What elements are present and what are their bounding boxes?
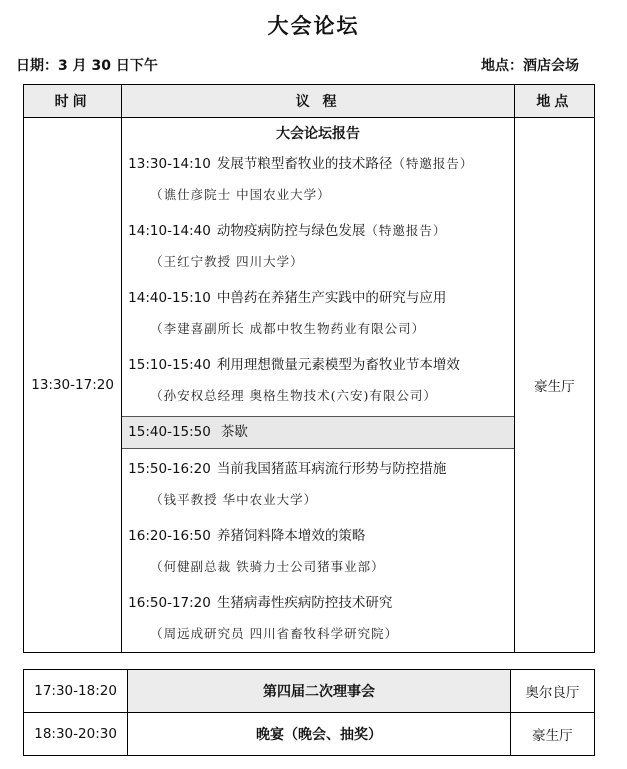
event-location: 豪生厅	[510, 713, 594, 756]
talk-topic: 发展节粮型畜牧业的技术路径	[216, 156, 393, 172]
event-name: 晚宴（晚会、抽奖）	[128, 713, 511, 756]
break-time: 15:40-15:50	[128, 424, 211, 440]
talk-item	[122, 518, 514, 585]
talk-speaker: （孙安权总经理 奥格生物技术(六安)有限公司）	[150, 388, 437, 403]
talk-speaker: （李建喜副所长 成都中牧生物药业有限公司）	[150, 321, 426, 336]
talk-item	[122, 585, 514, 652]
talk-topic: 生猪病毒性疾病防控技术研究	[216, 595, 393, 611]
event-row	[24, 670, 595, 713]
event-time: 18:30-20:30	[24, 713, 128, 756]
talk-time: 13:30-14:10	[128, 156, 211, 172]
talk-line	[128, 286, 446, 306]
talk-item	[122, 347, 514, 414]
talk-line	[128, 152, 473, 172]
talk-item	[122, 451, 514, 518]
talk-speaker: （何健副总裁 铁骑力士公司猪事业部）	[150, 559, 385, 574]
talk-line	[128, 591, 392, 611]
talk-time: 14:10-14:40	[128, 223, 211, 239]
event-name: 第四届二次理事会	[128, 670, 511, 713]
talk-time: 14:40-15:10	[128, 290, 211, 306]
talk-tag: （特邀报告）	[365, 223, 447, 238]
talk-item	[122, 213, 514, 280]
talk-line	[128, 353, 460, 373]
talk-topic: 养猪饲料降本增效的策略	[216, 528, 366, 544]
talk-line	[128, 524, 365, 544]
session-agenda	[122, 118, 515, 653]
talk-list-after-break	[122, 451, 514, 652]
venue-label: 地点：酒店会场	[481, 58, 579, 74]
events-table	[23, 669, 595, 756]
header-agenda: 议 程	[122, 85, 515, 118]
talk-list-before-break	[122, 146, 514, 414]
talk-topic: 利用理想微量元素模型为畜牧业节本增效	[216, 357, 460, 373]
break-label: 茶歇	[220, 424, 248, 440]
talk-speaker: （谯仕彦院士 中国农业大学）	[150, 187, 331, 202]
date-label: 日期：3 月 30 日下午	[16, 58, 158, 74]
talk-time: 16:20-16:50	[128, 528, 211, 544]
talk-topic: 当前我国猪蓝耳病流行形势与防控措施	[216, 461, 447, 477]
table-header-row	[24, 85, 595, 118]
talk-time: 15:50-16:20	[128, 461, 211, 477]
header-location: 地点	[514, 85, 594, 118]
talk-speaker: （钱平教授 华中农业大学）	[150, 492, 318, 507]
talk-time: 16:50-17:20	[128, 595, 211, 611]
session-location: 豪生厅	[514, 118, 594, 653]
session-title: 大会论坛报告	[276, 126, 361, 142]
header-time: 时间	[24, 85, 122, 118]
session-time: 13:30-17:20	[24, 118, 122, 653]
page-title: 大会论坛	[267, 14, 360, 38]
talk-tag: （特邀报告）	[392, 156, 474, 171]
event-location: 奥尔良厅	[510, 670, 594, 713]
tea-break-row	[122, 416, 514, 449]
talk-topic: 中兽药在养猪生产实践中的研究与应用	[216, 290, 447, 306]
talk-line	[128, 457, 446, 477]
talk-item	[122, 146, 514, 213]
talk-time: 15:10-15:40	[128, 357, 211, 373]
event-row	[24, 713, 595, 756]
talk-speaker: （周远成研究员 四川省畜牧科学研究院）	[150, 626, 399, 641]
agenda-table	[23, 84, 595, 653]
session-row	[24, 118, 595, 653]
talk-speaker: （王红宁教授 四川大学）	[150, 254, 304, 269]
event-time: 17:30-18:20	[24, 670, 128, 713]
talk-line	[128, 219, 446, 239]
talk-item	[122, 280, 514, 347]
talk-topic: 动物疫病防控与绿色发展	[216, 223, 366, 239]
